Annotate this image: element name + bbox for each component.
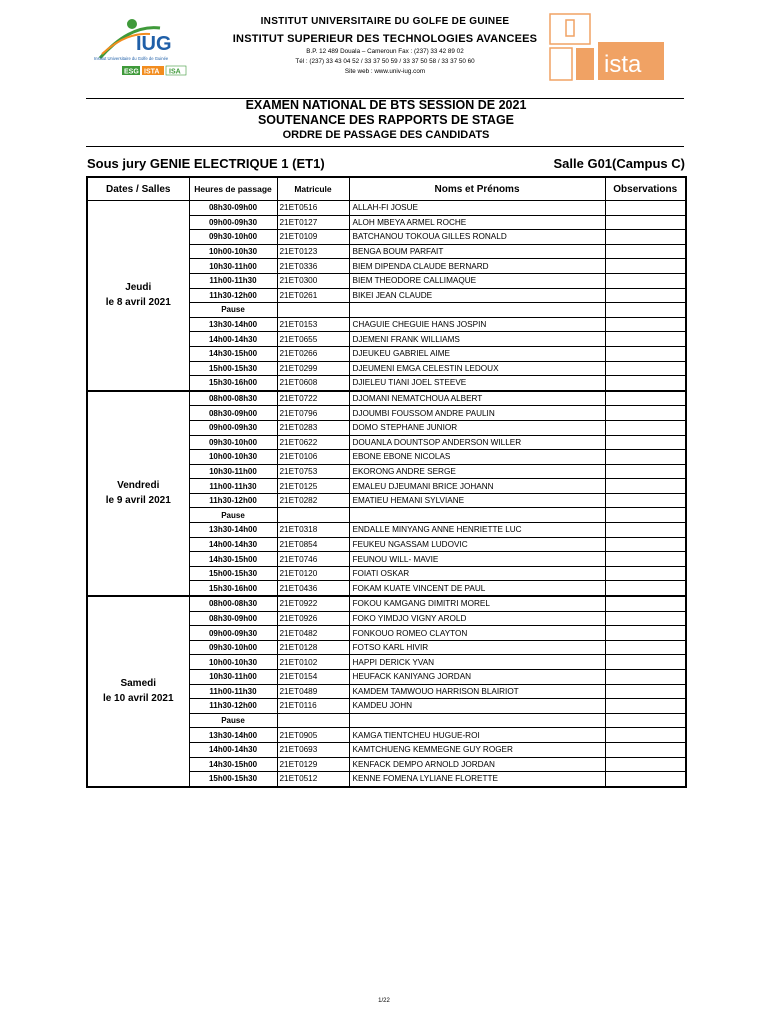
bottom-divider <box>86 146 684 147</box>
name-cell: HEUFACK KANIYANG JORDAN <box>349 670 605 685</box>
table-row <box>87 596 686 611</box>
matricule-cell: 21ET0128 <box>277 640 349 655</box>
matricule-cell: 21ET0482 <box>277 626 349 641</box>
observation-cell <box>605 493 686 508</box>
time-cell: 15h00-15h30 <box>189 772 277 787</box>
matricule-cell: 21ET0154 <box>277 670 349 685</box>
matricule-cell: 21ET0655 <box>277 332 349 347</box>
address-line: B.P. 12 489 Douala – Cameroun Fax : (237) 33 42 89 02 <box>306 48 464 55</box>
name-cell: DJIELEU TIANI JOEL STEEVE <box>349 376 605 391</box>
name-cell: KENFACK DEMPO ARNOLD JORDAN <box>349 757 605 772</box>
name-cell: DJOUMBI FOUSSOM ANDRE PAULIN <box>349 406 605 421</box>
iug-logo <box>90 14 200 80</box>
time-cell: 14h30-15h00 <box>189 346 277 361</box>
room-label: Salle G01(Campus C) <box>553 156 685 171</box>
name-cell: BIEM DIPENDA CLAUDE BERNARD <box>349 259 605 274</box>
name-cell: EMATIEU HEMANI SYLVIANE <box>349 493 605 508</box>
esg-label: ESG <box>124 68 139 76</box>
time-cell: 09h00-09h30 <box>189 626 277 641</box>
name-cell <box>349 508 605 523</box>
observation-cell <box>605 201 686 216</box>
exam-subtitle: SOUTENANCE DES RAPPORTS DE STAGE <box>257 113 515 127</box>
observation-cell <box>605 317 686 332</box>
time-cell: 08h30-09h00 <box>189 406 277 421</box>
matricule-cell: 21ET0129 <box>277 757 349 772</box>
matricule-cell: 21ET0120 <box>277 566 349 581</box>
matricule-cell: 21ET0261 <box>277 288 349 303</box>
name-cell: DOMO STEPHANE JUNIOR <box>349 420 605 435</box>
time-cell: Pause <box>189 508 277 523</box>
matricule-cell: 21ET0926 <box>277 611 349 626</box>
matricule-cell: 21ET0299 <box>277 361 349 376</box>
name-cell: FOIATI OSKAR <box>349 566 605 581</box>
time-cell: 08h30-09h00 <box>189 611 277 626</box>
day-name: Samedi <box>120 678 157 690</box>
observation-cell <box>605 273 686 288</box>
matricule-cell: 21ET0512 <box>277 772 349 787</box>
day-date: le 8 avril 2021 <box>105 297 171 309</box>
time-cell: 08h00-08h30 <box>189 391 277 406</box>
header-observations: Observations <box>605 177 686 201</box>
name-cell: KAMGA TIENTCHEU HUGUE-ROI <box>349 728 605 743</box>
matricule-cell <box>277 508 349 523</box>
time-cell: 14h30-15h00 <box>189 552 277 567</box>
name-cell: DJEUKEU GABRIEL AIME <box>349 346 605 361</box>
matricule-cell: 21ET0746 <box>277 552 349 567</box>
header-matricule: Matricule <box>277 177 349 201</box>
matricule-cell: 21ET0127 <box>277 215 349 230</box>
time-cell: 11h00-11h30 <box>189 684 277 699</box>
ista-logo-text: ista <box>604 51 642 78</box>
ista-logo <box>548 12 668 82</box>
time-cell: 11h00-11h30 <box>189 273 277 288</box>
time-cell: 14h30-15h00 <box>189 757 277 772</box>
time-cell: 13h30-14h00 <box>189 728 277 743</box>
matricule-cell: 21ET0516 <box>277 201 349 216</box>
observation-cell <box>605 655 686 670</box>
observation-cell <box>605 435 686 450</box>
observation-cell <box>605 757 686 772</box>
observation-cell <box>605 259 686 274</box>
observation-cell <box>605 611 686 626</box>
observation-cell <box>605 288 686 303</box>
name-cell: BIKEI JEAN CLAUDE <box>349 288 605 303</box>
exam-title: EXAMEN NATIONAL DE BTS SESSION DE 2021 <box>245 98 527 112</box>
time-cell: 09h30-10h00 <box>189 435 277 450</box>
observation-cell <box>605 552 686 567</box>
name-cell: KAMDEM TAMWOUO HARRISON BLAIRIOT <box>349 684 605 699</box>
matricule-cell: 21ET0153 <box>277 317 349 332</box>
page-number: 1/22 <box>378 998 390 1004</box>
time-cell: 10h00-10h30 <box>189 655 277 670</box>
time-cell: 10h30-11h00 <box>189 259 277 274</box>
name-cell: FOKAM KUATE VINCENT DE PAUL <box>349 581 605 596</box>
day-date: le 9 avril 2021 <box>105 495 171 507</box>
observation-cell <box>605 332 686 347</box>
matricule-cell: 21ET0318 <box>277 523 349 538</box>
name-cell: KENNE FOMENA LYLIANE FLORETTE <box>349 772 605 787</box>
time-cell: 10h00-10h30 <box>189 244 277 259</box>
matricule-cell: 21ET0109 <box>277 230 349 245</box>
name-cell: BIEM THEODORE CALLIMAQUE <box>349 273 605 288</box>
time-cell: 13h30-14h00 <box>189 317 277 332</box>
header-dates: Dates / Salles <box>87 177 189 201</box>
matricule-cell: 21ET0753 <box>277 464 349 479</box>
matricule-cell: 21ET0266 <box>277 346 349 361</box>
observation-cell <box>605 684 686 699</box>
observation-cell <box>605 699 686 714</box>
time-cell: Pause <box>189 303 277 318</box>
observation-cell <box>605 346 686 361</box>
name-cell: FOKOU KAMGANG DIMITRI MOREL <box>349 596 605 611</box>
schedule-table <box>86 176 687 788</box>
time-cell: 14h00-14h30 <box>189 332 277 347</box>
name-cell: FOTSO KARL HIVIR <box>349 640 605 655</box>
header-time: Heures de passage <box>189 177 277 201</box>
observation-cell <box>605 772 686 787</box>
isa-label: ISA <box>169 68 181 76</box>
day-cell <box>87 201 189 391</box>
observation-cell <box>605 420 686 435</box>
time-cell: 11h30-12h00 <box>189 493 277 508</box>
observation-cell <box>605 626 686 641</box>
name-cell: BENGA BOUM PARFAIT <box>349 244 605 259</box>
matricule-cell: 21ET0102 <box>277 655 349 670</box>
name-cell: FEUKEU NGASSAM LUDOVIC <box>349 537 605 552</box>
subjury-title: Sous jury GENIE ELECTRIQUE 1 (ET1) <box>87 156 325 171</box>
name-cell: FONKOUO ROMEO CLAYTON <box>349 626 605 641</box>
observation-cell <box>605 361 686 376</box>
institute-subname: INSTITUT SUPERIEUR DES TECHNOLOGIES AVANCEES <box>232 33 538 45</box>
name-cell: CHAGUIE CHEGUIE HANS JOSPIN <box>349 317 605 332</box>
time-cell: 15h00-15h30 <box>189 566 277 581</box>
day-name: Vendredi <box>117 480 160 492</box>
observation-cell <box>605 566 686 581</box>
matricule-cell: 21ET0905 <box>277 728 349 743</box>
day-date: le 10 avril 2021 <box>102 693 174 705</box>
observation-cell <box>605 508 686 523</box>
name-cell <box>349 713 605 728</box>
matricule-cell: 21ET0608 <box>277 376 349 391</box>
matricule-cell: 21ET0854 <box>277 537 349 552</box>
time-cell: 14h00-14h30 <box>189 537 277 552</box>
matricule-cell: 21ET0489 <box>277 684 349 699</box>
matricule-cell: 21ET0922 <box>277 596 349 611</box>
name-cell: DJOMANI NEMATCHOUA ALBERT <box>349 391 605 406</box>
table-row <box>87 201 686 216</box>
time-cell: 09h00-09h30 <box>189 215 277 230</box>
ista-label: ISTA <box>144 68 160 76</box>
time-cell: 08h00-08h30 <box>189 596 277 611</box>
matricule-cell: 21ET0282 <box>277 493 349 508</box>
name-cell: KAMTCHUENG KEMMEGNE GUY ROGER <box>349 742 605 757</box>
name-cell: KAMDEU JOHN <box>349 699 605 714</box>
header-names: Noms et Prénoms <box>349 177 605 201</box>
observation-cell <box>605 230 686 245</box>
observation-cell <box>605 596 686 611</box>
matricule-cell: 21ET0693 <box>277 742 349 757</box>
observation-cell <box>605 523 686 538</box>
name-cell: EKORONG ANDRE SERGE <box>349 464 605 479</box>
institute-name: INSTITUT UNIVERSITAIRE DU GOLFE DE GUINEE <box>260 16 510 27</box>
time-cell: 09h30-10h00 <box>189 230 277 245</box>
time-cell: 10h30-11h00 <box>189 464 277 479</box>
day-cell <box>87 391 189 596</box>
observation-cell <box>605 450 686 465</box>
observation-cell <box>605 391 686 406</box>
observation-cell <box>605 215 686 230</box>
table-header-row <box>87 177 686 201</box>
observation-cell <box>605 728 686 743</box>
name-cell: FEUNOU WILL- MAVIE <box>349 552 605 567</box>
time-cell: 11h00-11h30 <box>189 479 277 494</box>
observation-cell <box>605 640 686 655</box>
observation-cell <box>605 670 686 685</box>
day-cell <box>87 596 189 787</box>
iug-logo-caption: Institut Universitaire du Golfe de Guinée <box>94 56 169 61</box>
table-body <box>87 201 686 787</box>
name-cell: ENDALLE MINYANG ANNE HENRIETTE LUC <box>349 523 605 538</box>
observation-cell <box>605 406 686 421</box>
observation-cell <box>605 244 686 259</box>
matricule-cell: 21ET0436 <box>277 581 349 596</box>
time-cell: 09h30-10h00 <box>189 640 277 655</box>
matricule-cell <box>277 303 349 318</box>
matricule-cell: 21ET0336 <box>277 259 349 274</box>
matricule-cell: 21ET0123 <box>277 244 349 259</box>
name-cell: ALLAH-FI JOSUE <box>349 201 605 216</box>
name-cell: EMALEU DJEUMANI BRICE JOHANN <box>349 479 605 494</box>
time-cell: 13h30-14h00 <box>189 523 277 538</box>
name-cell: HAPPI DERICK YVAN <box>349 655 605 670</box>
matricule-cell: 21ET0125 <box>277 479 349 494</box>
time-cell: 14h00-14h30 <box>189 742 277 757</box>
observation-cell <box>605 537 686 552</box>
observation-cell <box>605 303 686 318</box>
phone-line: Tél : (237) 33 43 04 52 / 33 37 50 59 / 33 37 50 58 / 33 37 50 60 <box>295 58 475 65</box>
website-line: Site web : www.univ-iug.com <box>344 68 426 75</box>
time-cell: 15h00-15h30 <box>189 361 277 376</box>
name-cell: EBONE EBONE NICOLAS <box>349 450 605 465</box>
order-title: ORDRE DE PASSAGE DES CANDIDATS <box>282 129 490 141</box>
matricule-cell: 21ET0116 <box>277 699 349 714</box>
name-cell: FOKO YIMDJO VIGNY AROLD <box>349 611 605 626</box>
time-cell: 11h30-12h00 <box>189 699 277 714</box>
time-cell: 11h30-12h00 <box>189 288 277 303</box>
matricule-cell: 21ET0300 <box>277 273 349 288</box>
matricule-cell: 21ET0722 <box>277 391 349 406</box>
observation-cell <box>605 464 686 479</box>
name-cell: BATCHANOU TOKOUA GILLES RONALD <box>349 230 605 245</box>
matricule-cell: 21ET0622 <box>277 435 349 450</box>
name-cell: ALOH MBEYA ARMEL ROCHE <box>349 215 605 230</box>
table-row <box>87 391 686 406</box>
observation-cell <box>605 479 686 494</box>
matricule-cell: 21ET0796 <box>277 406 349 421</box>
observation-cell <box>605 742 686 757</box>
time-cell: 09h00-09h30 <box>189 420 277 435</box>
name-cell <box>349 303 605 318</box>
time-cell: 08h30-09h00 <box>189 201 277 216</box>
day-name: Jeudi <box>125 282 152 294</box>
name-cell: DOUANLA DOUNTSOP ANDERSON WILLER <box>349 435 605 450</box>
matricule-cell: 21ET0283 <box>277 420 349 435</box>
matricule-cell <box>277 713 349 728</box>
observation-cell <box>605 713 686 728</box>
matricule-cell: 21ET0106 <box>277 450 349 465</box>
time-cell: 15h30-16h00 <box>189 376 277 391</box>
time-cell: 15h30-16h00 <box>189 581 277 596</box>
time-cell: Pause <box>189 713 277 728</box>
observation-cell <box>605 581 686 596</box>
time-cell: 10h30-11h00 <box>189 670 277 685</box>
observation-cell <box>605 376 686 391</box>
name-cell: DJEUMENI EMGA CELESTIN LEDOUX <box>349 361 605 376</box>
name-cell: DJEMENI FRANK WILLIAMS <box>349 332 605 347</box>
time-cell: 10h00-10h30 <box>189 450 277 465</box>
iug-logo-text: IUG <box>136 33 172 55</box>
